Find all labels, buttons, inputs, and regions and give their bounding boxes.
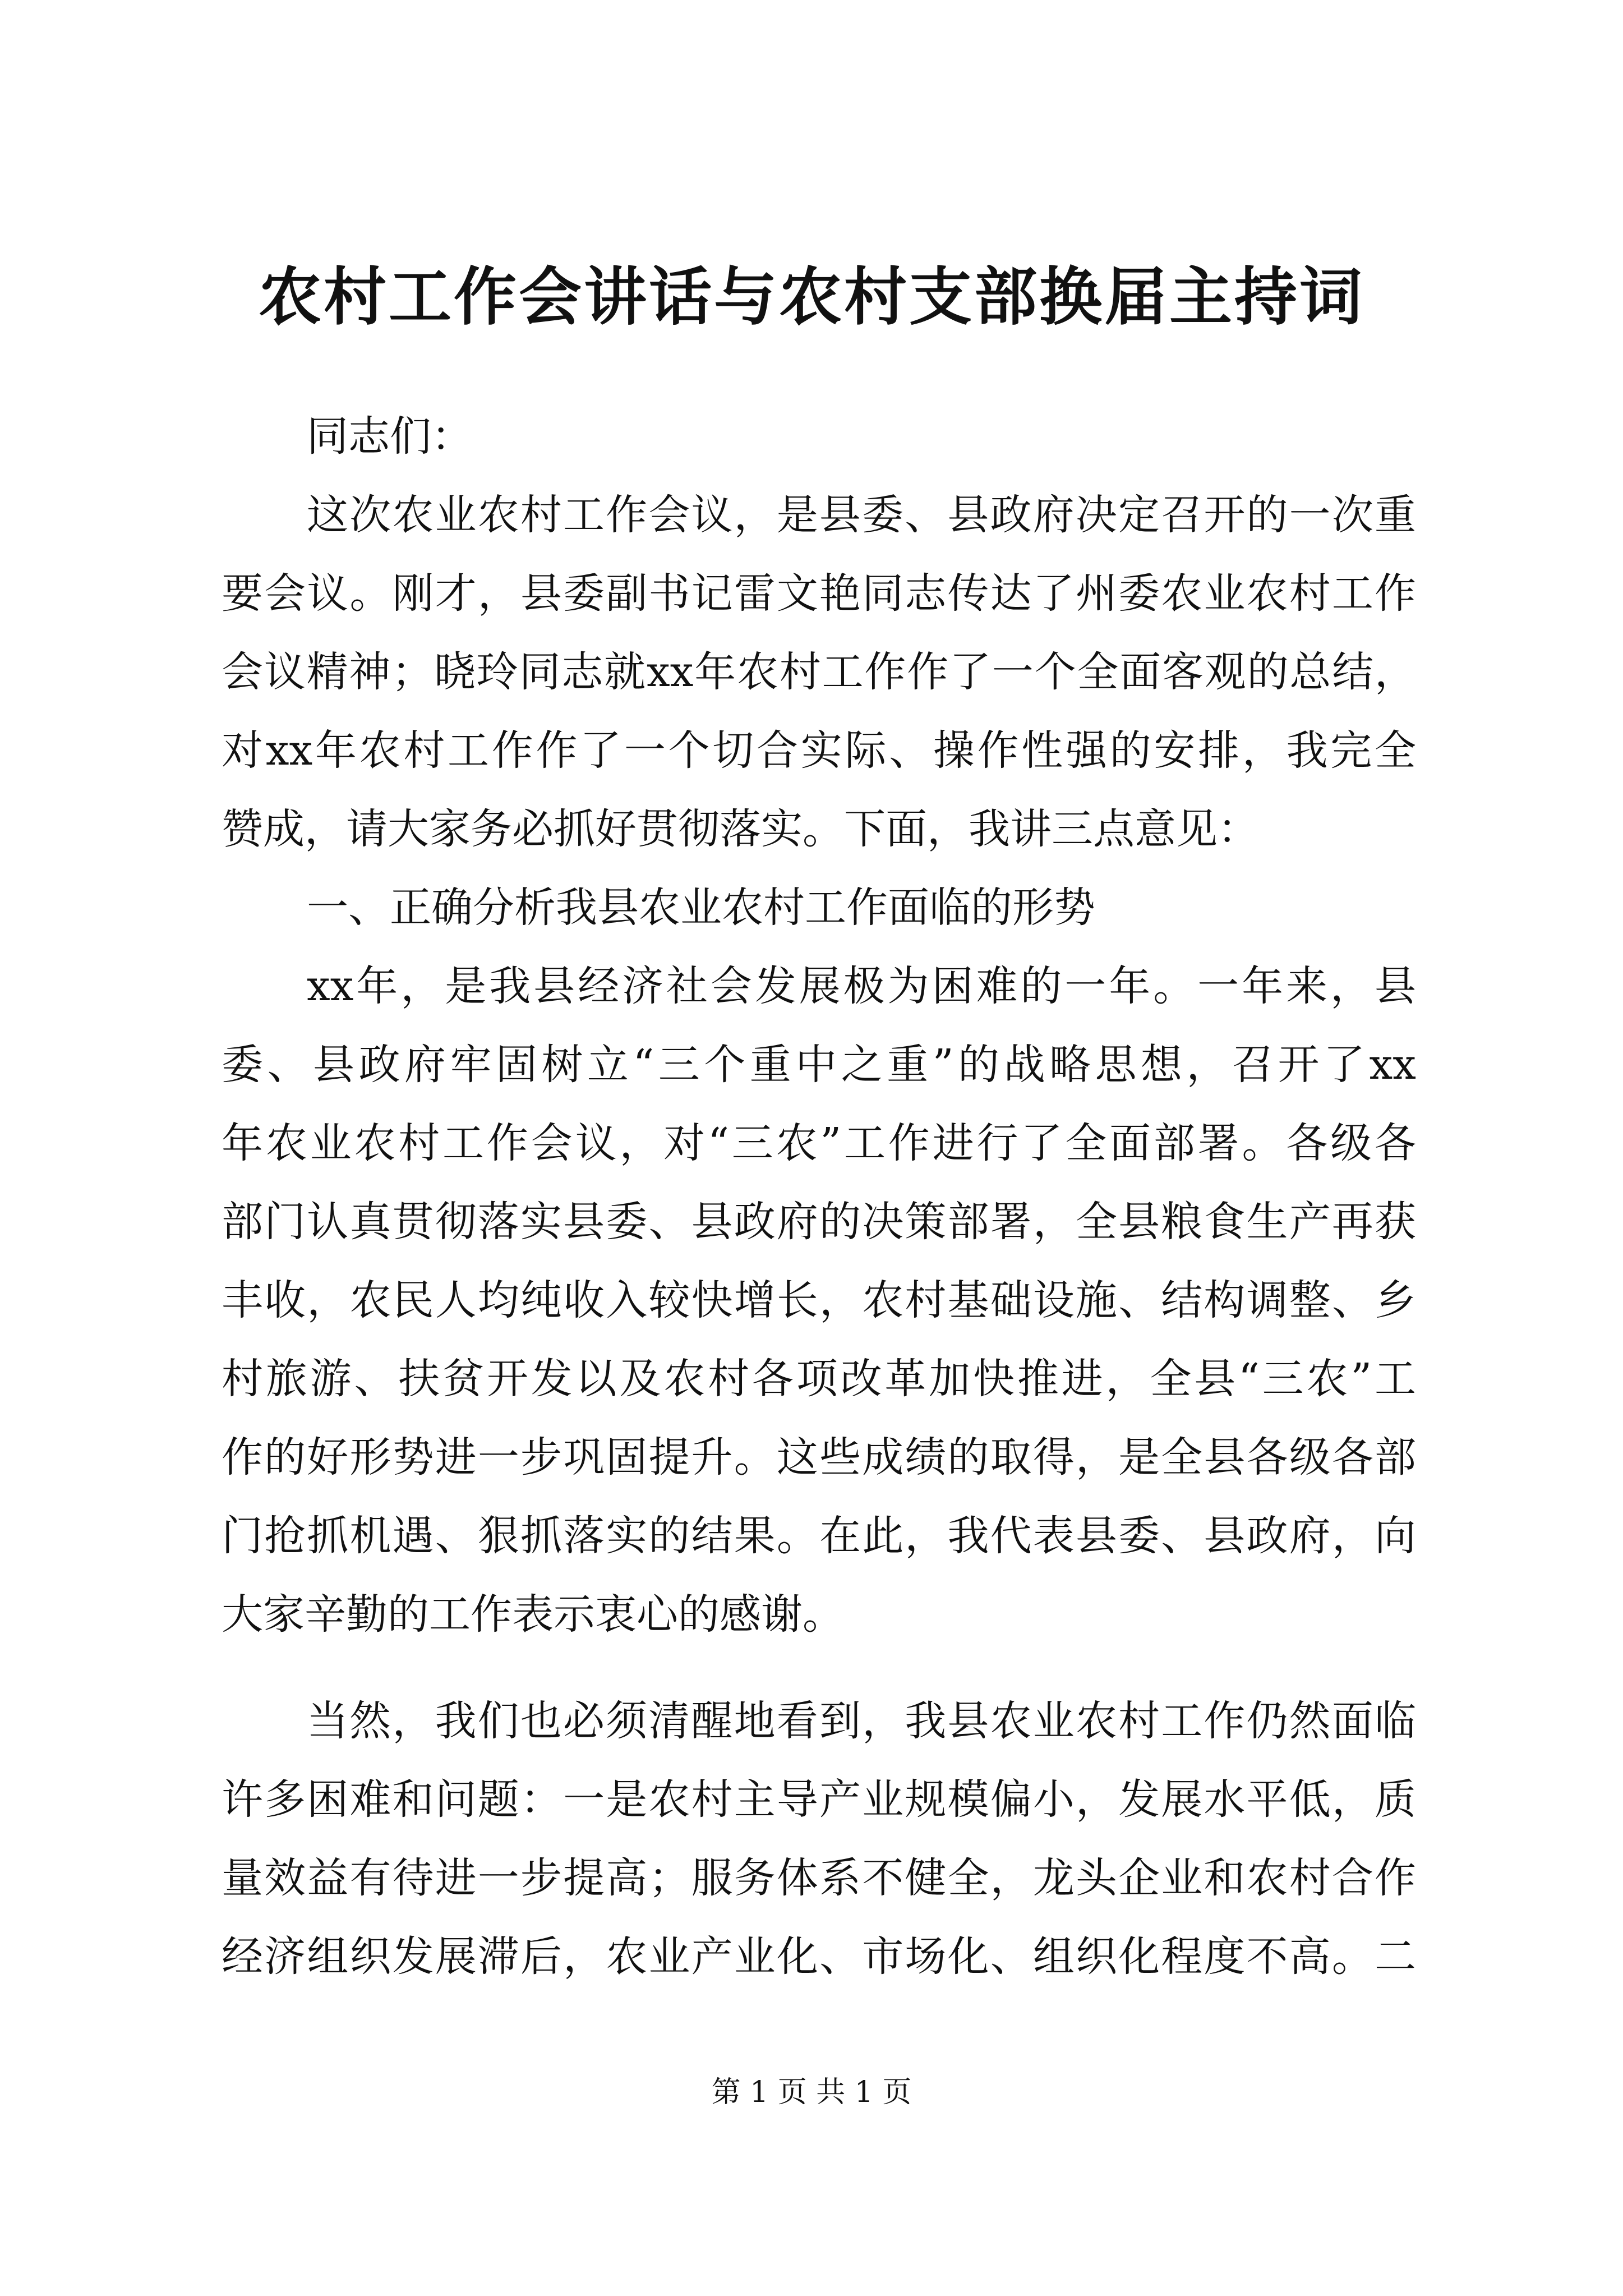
text-line: 量效益有待进一步提高；服务体系不健全，龙头企业和农村合作	[222, 1854, 1416, 1902]
text-line: 部门认真贯彻落实县委、县政府的决策部署，全县粮食生产再获	[222, 1198, 1416, 1246]
text-line: 村旅游、扶贫开发以及农村各项改革加快推进，全县“三农”工	[222, 1355, 1416, 1403]
text-line: 经济组织发展滞后，农业产业化、市场化、组织化程度不高。二	[222, 1932, 1416, 1981]
text-line: 丰收，农民人均纯收入较快增长，农村基础设施、结构调整、乡	[222, 1276, 1416, 1324]
text-line: 要会议。刚才，县委副书记雷文艳同志传达了州委农业农村工作	[222, 569, 1416, 618]
text-line: 大家辛勤的工作表示衷心的感谢。	[222, 1590, 844, 1639]
text-line: 许多困难和问题：一是农村主导产业规模偏小，发展水平低，质	[222, 1775, 1416, 1824]
text-line: 门抢抓机遇、狠抓落实的结果。在此，我代表县委、县政府，向	[222, 1512, 1416, 1560]
text-line: 作的好形势进一步巩固提升。这些成绩的取得，是全县各级各部	[222, 1433, 1416, 1481]
text-line: 年农业农村工作会议，对“三农”工作进行了全面部署。各级各	[222, 1119, 1416, 1167]
text-line: 当然，我们也必须清醒地看到，我县农业农村工作仍然面临	[307, 1697, 1416, 1745]
text-line-salutation: 同志们：	[307, 412, 473, 461]
section-heading: 一、正确分析我县农业农村工作面临的形势	[307, 884, 1095, 932]
text-line: 委、县政府牢固树立“三个重中之重”的战略思想，召开了xx	[222, 1041, 1416, 1089]
text-line: 赞成，请大家务必抓好贯彻落实。下面，我讲三点意见：	[222, 805, 1259, 853]
text-line: 对xx年农村工作作了一个切合实际、操作性强的安排，我完全	[222, 726, 1416, 775]
text-line: 这次农业农村工作会议，是县委、县政府决定召开的一次重	[307, 491, 1416, 539]
document-title: 农村工作会讲话与农村支部换届主持词	[259, 260, 1364, 334]
page-footer: 第 1 页 共 1 页	[711, 2076, 912, 2109]
text-line: 会议精神；晓玲同志就xx年农村工作作了一个全面客观的总结，	[222, 648, 1416, 696]
text-line: xx年，是我县经济社会发展极为困难的一年。一年来，县	[307, 962, 1416, 1010]
